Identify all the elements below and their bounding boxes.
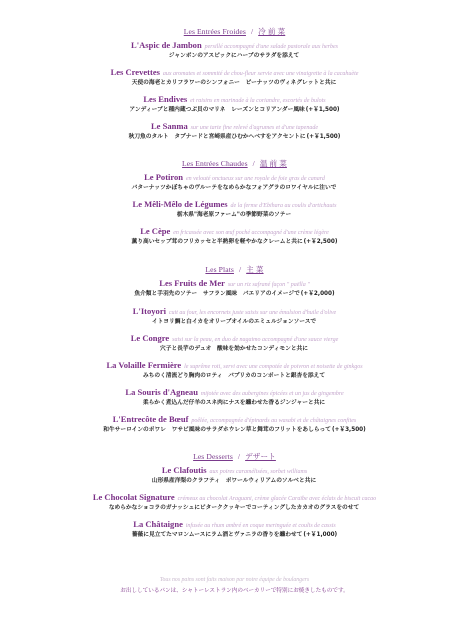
footer-note-jp: お出ししているパンは、シャトーレストラン内のベーカリーで特別にお焼きしたものです。 [120, 588, 349, 594]
menu-item [0, 67, 469, 88]
section-title-fr: Les Desserts [193, 452, 233, 461]
dish-jp: 穴子と長芋のデュオ 酸味を効かせたコンディモンと共に [160, 346, 308, 352]
menu-item [0, 465, 469, 486]
dish-name: Les Fruits de Mer [159, 278, 225, 288]
dish-name: L'Entrecôte de Bœuf [112, 414, 189, 424]
dish-name: La Châtaigne [133, 519, 183, 529]
dish-description: sur une tarte fine relevé d'agrumes et d'une tapenade [190, 124, 319, 131]
dish-jp: イトヨリ鯛と白イカをオリーブオイルのエミュルジョンソースで [151, 319, 317, 325]
menu-item [0, 278, 469, 299]
dish-description: poêlée, accompagnée d'épinards au wasabi et de châtaignes confites [191, 417, 357, 424]
dish-description: de la ferme d'Ebihara au coulis d'artichauts [230, 202, 337, 209]
menu-item [0, 414, 469, 435]
dish-name: Le Congre [130, 333, 170, 343]
menu-item [0, 360, 469, 381]
section-title-fr: Les Plats [205, 265, 234, 274]
dish-description: et raisins en marinade à la coriandre, escortés de bulots [190, 97, 326, 104]
menu-item [0, 226, 469, 247]
dish-description: mijotée avec des aubergines épicées et un jus de gingembre [200, 390, 344, 397]
dish-jp: 柔らかく煮込んだ仔羊のスネ肉にナスを纏わせた香るジンジャーと共に [142, 400, 326, 406]
dish-name: La Volaille Fermière [106, 360, 182, 370]
dish-name: Le Sanma [150, 121, 188, 131]
dish-description: crémeux au chocolat Araguani, crème glacée Caraïbe avec éclats de biscuit cacao [177, 495, 377, 502]
dish-description: sur un riz safrané façon " paëlla " [227, 281, 310, 288]
dish-description: aux poires caramélisées, sorbet williams [209, 468, 308, 475]
menu-item [0, 199, 469, 220]
dish-name: Le Cèpe [140, 226, 171, 236]
section-title-fr: Les Entrées Chaudes [182, 159, 248, 168]
dish-name: La Souris d'Agneau [125, 387, 198, 397]
dish-description: persillé accompagné d'une salade pastorale aux herbes [204, 43, 338, 50]
dish-jp: 薔薇に見立てたマロンムースにラム酒とヴァニラの香りを纏わせて [131, 532, 303, 538]
dish-jp: 和牛サーロインのポワレ ワサビ風味のサラダホウレン草と舞茸のフリットをあしらって [103, 427, 331, 433]
dish-price: (+￥1,500) [306, 134, 341, 140]
dish-description: en velouté onctueux sur une royale de foie gras de canard [185, 175, 325, 182]
section-heading-desserts: Les Desserts / デザート [193, 452, 276, 461]
menu-item [0, 40, 469, 61]
dish-jp: アンディーブと種内蔵つぶ貝のマリネ レーズンとコリアンダー風味 [129, 107, 305, 113]
dish-jp: 薫り高いセップ茸のフリカッセと半熟卵を軽やかなクレームと共に [131, 239, 303, 245]
menu-item [0, 121, 469, 142]
dish-name: L'Aspic de Jambon [131, 40, 202, 50]
dish-price: (+￥2,000) [300, 291, 335, 297]
menu-item [0, 172, 469, 193]
dish-name: Le Mêli-Mêlo de Légumes [132, 199, 228, 209]
dish-jp: 山形県産洋梨のクラフティ ポワールウィリアムのソルベと共に [151, 478, 317, 484]
dish-name: Les Endives [143, 94, 188, 104]
menu-item [0, 94, 469, 115]
dish-description: aux aromates et sommité de chou-fleur servie avec une vinaigrette à la cacahuète [162, 70, 359, 77]
dish-description: infusée au rhum ambré en coque meringuée et coulis de cassis [185, 522, 336, 529]
dish-description: cuit au four, les encornets juste saisis sur une émulsion d'huile d'olive [168, 309, 337, 316]
dish-jp: ジャンボンのアスピックにハーブのサラダを添えて [168, 53, 300, 59]
section-title-jp: 温 前 菜 [259, 159, 287, 168]
section-heading-entrees-froides: Les Entrées Froides / 冷 前 菜 [183, 27, 286, 36]
dish-jp: 魚介類と手羽先のソテー サフラン風味 パエリアのイメージで [134, 291, 300, 297]
dish-name: Le Potiron [144, 172, 184, 182]
dish-name: Le Chocolat Signature [92, 492, 175, 502]
section-title-fr: Les Entrées Froides [183, 27, 246, 36]
dish-price: (+￥1,000) [303, 532, 338, 538]
dish-jp: なめらかなショコラのガナッシュにビターククッキーでコーティングしたカカオのグラスをのせて [108, 505, 360, 511]
dish-price: (+￥3,500) [331, 427, 366, 433]
dish-description: le suprême roti, servi avec une compotée de poivron et noisette de ginkgos [184, 363, 363, 370]
dish-jp: 天使の海老とカリフラワーのシンフォニー ピーナッツのヴィネグレットと共に [131, 80, 337, 86]
dish-name: Les Crevettes [110, 67, 160, 77]
dish-name: Le Clafoutis [161, 465, 207, 475]
menu-item [0, 306, 469, 327]
menu-item [0, 333, 469, 354]
section-heading-entrees-chaudes: Les Entrées Chaudes / 温 前 菜 [182, 159, 287, 168]
dish-price: (+￥2,500) [303, 239, 338, 245]
section-heading-plats: Les Plats / 主 菜 [205, 265, 264, 274]
dish-description: saisi sur la peau, en duo de nagaimo accompagné d'une sauce vierge [172, 336, 339, 343]
dish-price: (+￥1,500) [305, 107, 340, 113]
dish-jp: 秋刀魚のタルト タプナードと宮崎県産ひむかへべすをアクセントに [128, 134, 306, 140]
dish-name: L'Itoyori [132, 306, 166, 316]
dish-description: en fricassée avec son œuf poché accompagné d'une crème légère [173, 229, 329, 236]
menu-item [0, 387, 469, 408]
section-title-jp: 主 菜 [246, 265, 264, 274]
dish-jp: 栃木県"海老原ファーム"の季節野菜のソテー [176, 212, 292, 218]
footer-note-fr: Tous nos pains sont faits maison par notre équipe de boulangers [159, 577, 310, 583]
menu-item [0, 492, 469, 513]
section-title-jp: デザート [245, 452, 276, 461]
menu-item [0, 519, 469, 540]
dish-jp: バターナッツかぼちゃのヴルーテをなめらかなフォアグラのロワイヤルに注いで [131, 185, 337, 191]
section-title-jp: 冷 前 菜 [258, 27, 286, 36]
dish-jp: みちのく清流どり胸肉のロティ パプリカのコンポートと銀杏を添えて [142, 373, 326, 379]
